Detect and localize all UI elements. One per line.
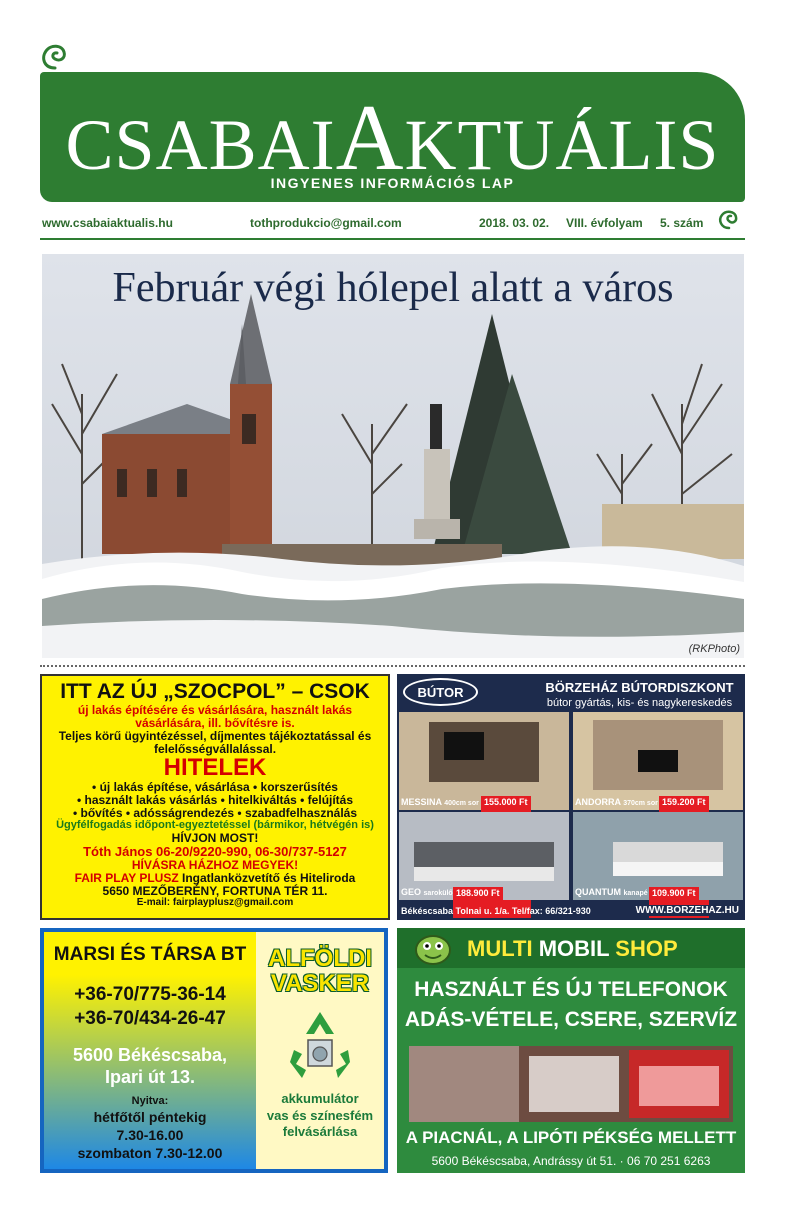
dotted-divider — [40, 665, 745, 667]
marsi-street: Ipari út 13. — [104, 1067, 196, 1088]
ad-szocpol-address: 5650 MEZŐBERÉNY, FORTUNA TÉR 11. — [102, 884, 328, 899]
vasker-brand-line: VASKER — [270, 970, 370, 998]
cover-photo — [42, 254, 744, 658]
issue-number: 5. szám — [660, 216, 704, 230]
snowy-town-square-image — [42, 254, 744, 658]
multi-address: 5600 Békéscsaba, Andrássy út 51. · 06 70 251 6263 — [431, 1154, 711, 1168]
ad-szocpol-bullet: • használt lakás vásárlás • hitelkiváltás • felújítás — [76, 793, 354, 808]
product-name: MESSINA 400cm sor — [401, 797, 479, 807]
shop-interior-image — [409, 1046, 733, 1122]
cover-headline: Február végi hólepel alatt a város — [112, 265, 674, 311]
product-price: 159.200 Ft — [659, 796, 709, 918]
issue-date: 2018. 03. 02. — [479, 216, 550, 230]
multi-header — [397, 928, 745, 968]
ad-szocpol-contact: Tóth János 06-20/9220-990, 06-30/737-5127 — [83, 844, 347, 860]
photo-credit: (RKPhoto) — [688, 643, 740, 655]
multi-location: A PIACNÁL, A LIPÓTI PÉKSÉG MELLETT — [405, 1128, 737, 1147]
multi-tagline: ADÁS-VÉTELE, CSERE, SZERVÍZ — [404, 1008, 738, 1031]
multi-logo-part: MOBIL — [532, 936, 610, 961]
multi-logo-part: SHOP — [609, 936, 678, 961]
ad-szocpol-appointment: Ügyfélfogadás időpont-egyeztetéssel (bármikor, hétvégén is) — [56, 819, 374, 832]
volume-label: VIII. évfolyam — [566, 216, 643, 230]
ad-szocpol-hitelek: HITELEK — [163, 754, 267, 782]
info-bar — [42, 216, 742, 236]
marsi-saturday-hours: szombaton 7.30-12.00 — [77, 1145, 223, 1162]
vasker-brand — [256, 946, 384, 996]
ad-szocpol-company-type: Ingatlanközvetítő és Hiteliroda — [178, 871, 356, 886]
ad-multi-mobil-shop[interactable] — [397, 928, 745, 1173]
ad-marsi-contact-panel — [44, 932, 256, 1169]
product-name: GEO sarokülő — [401, 887, 453, 897]
vasker-buy-text — [256, 1091, 384, 1140]
ad-szocpol-title: ITT AZ ÚJ „SZOCPOL” – CSOK — [60, 680, 370, 703]
ad-borzehaz[interactable] — [397, 674, 745, 920]
masthead-title-part1: CSABAI — [65, 105, 336, 185]
recycle-icon — [280, 1006, 360, 1082]
borzehaz-address: Békéscsaba Tolnai u. 1/a. Tel/fax: 66/321-930 — [401, 906, 591, 916]
borzehaz-subtitle: bútor gyártás, kis- és nagykereskedés — [546, 697, 733, 709]
vasker-buy-line: vas és színesfém — [266, 1107, 374, 1123]
vasker-brand-line: ALFÖLDI — [268, 945, 372, 972]
multi-logo — [467, 936, 678, 962]
marsi-phone[interactable]: +36-70/434-26-47 — [74, 1007, 226, 1029]
ad-szocpol-csok[interactable] — [40, 674, 390, 920]
marsi-open-label: Nyitva: — [131, 1094, 169, 1107]
ad-szocpol-email: E-mail: fairplayplusz@gmail.com — [136, 896, 294, 908]
marsi-weekdays: hétfőtől péntekig — [93, 1109, 207, 1126]
ad-szocpol-bullet: • bővítés • adósságrendezés • szabadfelhasználás — [72, 806, 358, 821]
product-price: 109.900 Ft — [649, 887, 699, 918]
info-divider — [40, 238, 745, 240]
swirl-ornament-icon — [716, 205, 742, 231]
ad-szocpol-line1: új lakás építésére és vásárlására, használt lakás vásárlására, ill. bővítésre is. — [77, 702, 353, 730]
marsi-phone[interactable]: +36-70/775-36-14 — [74, 983, 226, 1005]
borzehaz-website[interactable]: WWW.BORZEHAZ.HU — [635, 905, 739, 916]
marsi-city: 5600 Békéscsaba, — [72, 1044, 228, 1065]
marsi-address — [44, 1044, 256, 1089]
ad-szocpol-line2: Teljes körű ügyintézéssel, díjmentes tájékoztatással és felelősségvállalással. — [58, 728, 372, 756]
masthead — [40, 72, 745, 202]
borzehaz-footer — [397, 902, 745, 920]
ad-szocpol-company-name: FAIR PLAY PLUSZ — [74, 871, 179, 886]
vasker-buy-line: akkumulátor — [281, 1091, 359, 1107]
swirl-ornament-icon — [38, 38, 72, 72]
borzehaz-logo: BÚTOR — [403, 678, 478, 706]
vasker-buy-line: felvásárlása — [282, 1123, 358, 1139]
borzehaz-title: BÖRZEHÁZ BÚTORDISZKONT — [545, 680, 734, 695]
email-link[interactable]: tothprodukcio@gmail.com — [250, 216, 402, 230]
product-name: QUANTUM kanapé — [575, 887, 648, 897]
ad-szocpol-bullet: • új lakás építése, vásárlása • korszerűsítés — [92, 780, 338, 795]
ad-szocpol-call: HÍVJON MOST! — [171, 831, 259, 846]
website-link[interactable]: www.csabaiaktualis.hu — [42, 216, 173, 230]
ad-marsi-inner — [44, 932, 384, 1169]
multi-logo-part: MULTI — [467, 936, 533, 961]
multi-tagline: HASZNÁLT ÉS ÚJ TELEFONOK — [414, 978, 728, 1001]
ad-marsi-vasker[interactable] — [40, 928, 388, 1173]
product-price: 155.000 Ft — [481, 796, 531, 918]
masthead-title-initial: A — [335, 86, 405, 190]
masthead-subtitle: INGYENES INFORMÁCIÓS LAP — [270, 175, 515, 191]
marsi-company-name: MARSI ÉS TÁRSA BT — [53, 944, 247, 965]
marsi-weekday-hours: 7.30-16.00 — [116, 1127, 184, 1144]
mascot-icon — [411, 930, 455, 968]
ad-szocpol-visit: HÍVÁSRA HÁZHOZ MEGYEK! — [131, 858, 299, 873]
product-tile-andorra — [573, 712, 743, 810]
masthead-title-part2: KTUÁLIS — [404, 105, 720, 185]
ad-vasker-panel — [256, 932, 384, 1169]
product-name: ANDORRA 370cm sor — [575, 797, 658, 807]
product-price: 188.900 Ft — [453, 887, 503, 918]
